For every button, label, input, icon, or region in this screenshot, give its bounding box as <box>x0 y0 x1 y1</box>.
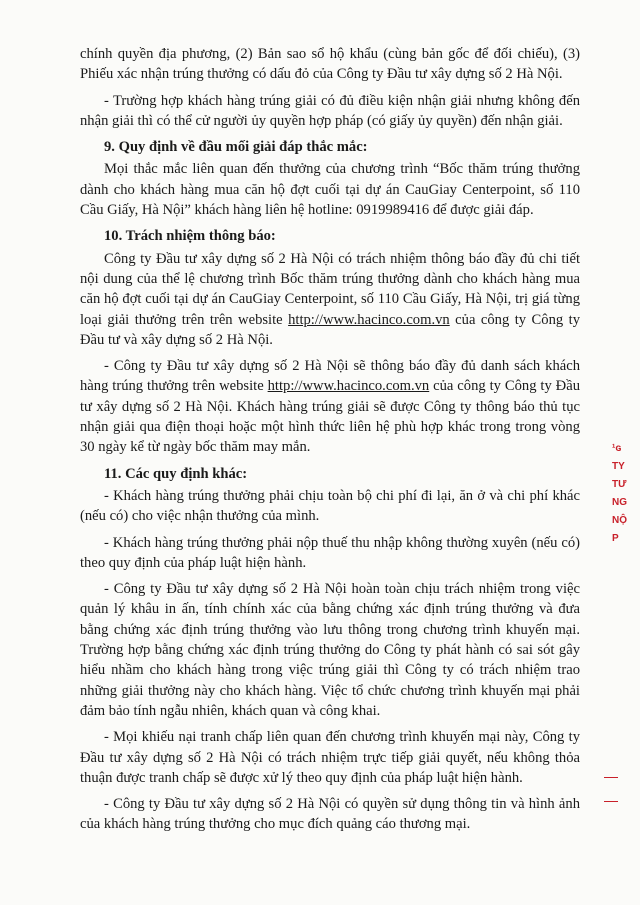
seal-text: TƯ <box>612 479 627 490</box>
section-heading: 11. Các quy định khác: <box>104 465 248 482</box>
section-heading: 9. Quy định về đầu mối giải đáp thắc mắc: <box>104 139 368 156</box>
paragraph <box>80 249 580 350</box>
section-heading: 10. Trách nhiệm thông báo: <box>104 228 276 245</box>
seal-text: NỘ <box>612 515 627 526</box>
paragraph-text: - Công ty Đầu tư xây dựng số 2 Hà Nội sẽ thông báo đầy đủ danh sách khách hàng trúng thưởng trên website <box>80 358 580 395</box>
seal-text: P <box>612 533 619 544</box>
paragraph: - Công ty Đầu tư xây dựng số 2 Hà Nội hoàn toàn chịu trách nhiệm trong việc quản lý khâu in ấn, tính chính xác của bằng chứng xác định trúng thưởng và đưa bằng chứng xác định trúng thưởng vào lưu thông trong chương trình khuyến mại. Trường hợp bằng chứng xác định trúng thưởng do Công ty phát hành có sai sót gây hiểu nhầm cho khách hàng trong việc trúng giải thì Công ty có trách nhiệm trao những giải thưởng này cho khách hàng. Việc tổ chức chương trình khuyến mại phải đảm bảo tính ngẫu nhiên, khách quan và công khai. <box>80 581 580 719</box>
paragraph: - Công ty Đầu tư xây dựng số 2 Hà Nội có quyền sử dụng thông tin và hình ảnh của khách hàng trúng thưởng cho mục đích quảng cáo thương mại. <box>80 796 580 833</box>
paragraph: - Mọi khiếu nại tranh chấp liên quan đến chương trình khuyến mại này, Công ty Đầu tư xây dựng số 2 Hà Nội có trách nhiệm trực tiếp giải quyết, nếu không thỏa thuận được tranh chấp sẽ được xử lý theo quy định của pháp luật hiện hành. <box>80 729 580 786</box>
paragraph: - Trường hợp khách hàng trúng giải có đủ điều kiện nhận giải nhưng không đến nhận giải thì có thể cử người ủy quyền hợp pháp (có giấy ủy quyền) đến nhận giải. <box>80 92 580 129</box>
website-link[interactable]: http://www.hacinco.com.vn <box>288 311 450 328</box>
document-body <box>80 44 580 841</box>
seal-text: TY <box>612 461 625 472</box>
paragraph: - Khách hàng trúng thưởng phải chịu toàn bộ chi phí đi lại, ăn ở và chi phí khác (nếu có) cho việc nhận thưởng của mình. <box>80 487 580 525</box>
paragraph-text: của công ty Công ty Đầu tư xây dựng số 2 Hà Nội. Khách hàng trúng giải sẽ được Công ty thông báo thủ tục nhận giải qua điện thoại hoặc một hình thức liên hệ phù hợp khác trong trong vòng 30 ngày kể từ ngày bốc thăm may mắn. <box>80 378 580 456</box>
paragraph <box>80 356 580 457</box>
red-seal-fragment <box>612 440 640 580</box>
margin-mark <box>604 801 618 802</box>
paragraph: Mọi thắc mắc liên quan đến thưởng của chương trình “Bốc thăm trúng thưởng dành cho khách hàng mua căn hộ đợt cuối tại dự án CauGiay Centerpoint, số 110 Cầu Giấy, Hà Nội” khách hàng liên hệ hotline: 0919989416 để được giải đáp. <box>80 161 580 219</box>
seal-text: ¹ɢ <box>612 443 622 454</box>
paragraph-text: Công ty Đầu tư xây dựng số 2 Hà Nội có trách nhiệm thông báo đầy đủ chi tiết nội dung của thể lệ chương trình Bốc thăm trúng thưởng dành cho khách hàng mua căn hộ đợt cuối tại dự án CauGiay Centerpoint, số 110 Cầu Giấy, Hà Nội, trị giá từng loại giải thưởng trên trên website <box>80 250 580 328</box>
website-link[interactable]: http://www.hacinco.com.vn <box>267 378 430 395</box>
paragraph: chính quyền địa phương, (2) Bản sao sổ hộ khẩu (cùng bản gốc để đối chiếu), (3) Phiếu xác nhận trúng thưởng có dấu đỏ của Công ty Đầu tư xây dựng số 2 Hà Nội. <box>80 46 580 83</box>
paragraph: - Khách hàng trúng thưởng phải nộp thuế thu nhập không thường xuyên (nếu có) theo quy định của pháp luật hiện hành. <box>80 534 580 571</box>
paragraph-text: của công ty Công ty Đầu tư và xây dựng số 2 Hà Nội. <box>80 311 580 348</box>
seal-text: NG <box>612 497 627 508</box>
margin-mark <box>604 777 618 778</box>
